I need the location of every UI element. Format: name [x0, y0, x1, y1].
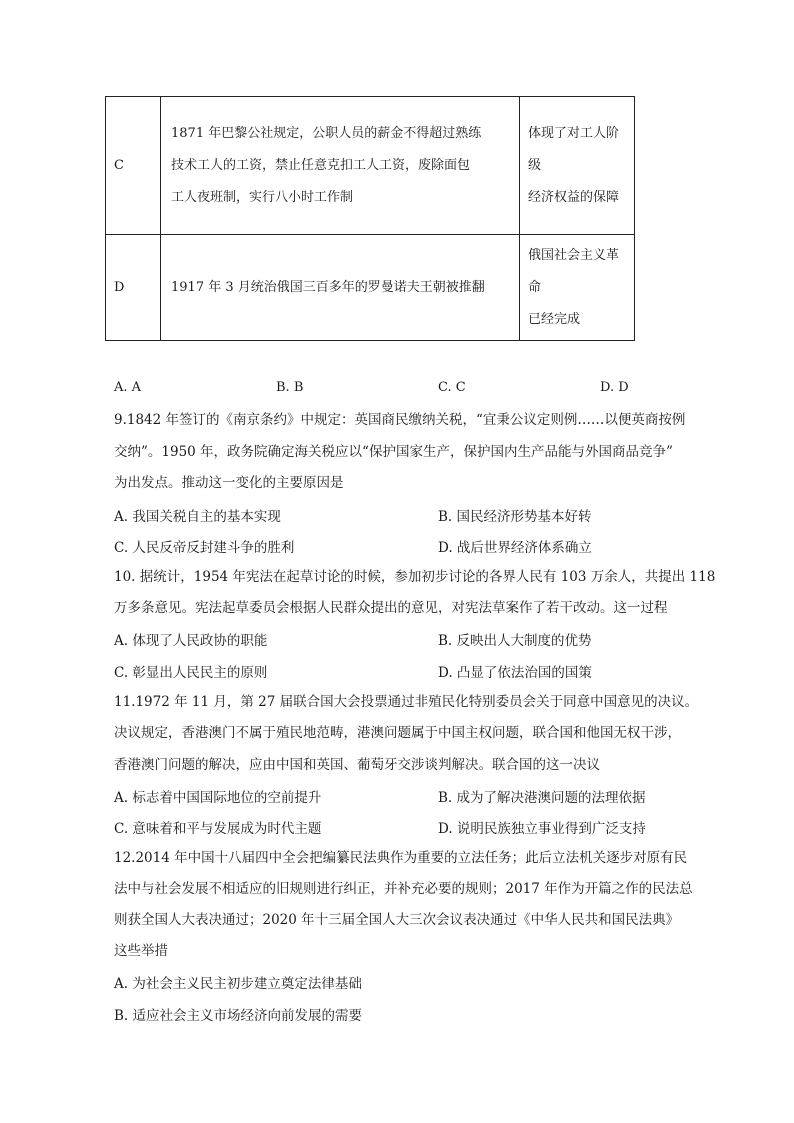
- row-conclusion: [520, 97, 635, 235]
- q9-option-c[interactable]: C. 人民反帝反封建斗争的胜利: [114, 540, 295, 556]
- q12-stem-line: 这些举措: [114, 943, 168, 959]
- row-conclusion-line: 已经完成: [528, 311, 581, 327]
- q12-stem-line: 则获全国人大表决通过；2020 年十三届全国人大三次会议表决通过《中华人民共和国民法典》: [114, 912, 680, 928]
- q12-option-a[interactable]: A. 为社会主义民主初步建立奠定法律基础: [114, 976, 362, 992]
- row-content-line: 1917 年 3 月统治俄国三百多年的罗曼诺夫王朝被推翻: [171, 279, 485, 295]
- q9-stem-line: 为出发点。推动这一变化的主要原因是: [114, 475, 344, 491]
- q9-option-d[interactable]: D. 战后世界经济体系确立: [438, 540, 592, 556]
- q11-option-b[interactable]: B. 成为了解决港澳问题的法理依据: [438, 790, 646, 806]
- q10-stem-line: 万多条意见。宪法起草委员会根据人民群众提出的意见，对宪法草案作了若干改动。这一过程: [114, 600, 668, 616]
- row-conclusion-line: 俄国社会主义革命: [528, 247, 620, 295]
- row-content: [161, 235, 520, 341]
- row-conclusion-line: 经济权益的保障: [528, 189, 620, 205]
- q9-option-b[interactable]: B. 国民经济形势基本好转: [438, 509, 592, 525]
- q10-option-b[interactable]: B. 反映出人大制度的优势: [438, 633, 592, 649]
- row-content-line: 技术工人的工资，禁止任意克扣工人工资，废除面包: [171, 157, 471, 173]
- table-row: [106, 97, 635, 235]
- q11-stem-line: 香港澳门问题的解决，应由中国和英国、葡萄牙交涉谈判解决。联合国的这一决议: [114, 757, 600, 773]
- q9-option-a[interactable]: A. 我国关税自主的基本实现: [114, 509, 281, 525]
- q10-stem-line: 10. 据统计，1954 年宪法在起草讨论的时候，参加初步讨论的各界人民有 103 万余人，共提出 118: [114, 569, 716, 585]
- q11-stem-line: 决议规定，香港澳门不属于殖民地范畴，港澳问题属于中国主权问题，联合国和他国无权干涉，: [114, 725, 681, 741]
- q8-option-a[interactable]: A. A: [114, 380, 142, 395]
- q11-option-a[interactable]: A. 标志着中国国际地位的空前提升: [114, 790, 322, 806]
- q8-option-c[interactable]: C. C: [438, 380, 466, 395]
- q10-option-c[interactable]: C. 彰显出人民民主的原则: [114, 665, 268, 681]
- q12-stem-line: 12.2014 年中国十八届四中全会把编纂民法典作为重要的立法任务；此后立法机关逐步对原有民: [114, 850, 688, 866]
- table-row: [106, 235, 635, 341]
- q12-option-b[interactable]: B. 适应社会主义市场经济向前发展的需要: [114, 1008, 363, 1024]
- row-conclusion: [520, 235, 635, 341]
- answer-table: [105, 96, 635, 341]
- q11-stem-line: 11.1972 年 11 月，第 27 届联合国大会投票通过非殖民化特别委员会关于同意中国意见的决议。: [114, 694, 699, 710]
- row-content: [161, 97, 520, 235]
- q11-option-d[interactable]: D. 说明民族独立事业得到广泛支持: [438, 821, 646, 837]
- q10-option-a[interactable]: A. 体现了人民政协的职能: [114, 633, 268, 649]
- row-letter: C: [106, 97, 161, 235]
- row-letter: D: [106, 235, 161, 341]
- q8-option-b[interactable]: B. B: [276, 380, 304, 395]
- q12-stem-line: 法中与社会发展不相适应的旧规则进行纠正，并补充必要的规则；2017 年作为开篇之作的民法总: [114, 881, 693, 897]
- q9-stem-line: 9.1842 年签订的《南京条约》中规定：英国商民缴纳关税，“宜秉公议定则例……以便英商按例: [114, 412, 686, 428]
- row-conclusion-line: 体现了对工人阶级: [528, 125, 620, 173]
- row-content-line: 1871 年巴黎公社规定，公职人员的薪金不得超过熟练: [171, 125, 482, 141]
- q9-stem-line: 交纳”。1950 年，政务院确定海关税应以“保护国家生产，保护国内生产品能与外国商品竞争”: [114, 444, 673, 460]
- q10-option-d[interactable]: D. 凸显了依法治国的国策: [438, 665, 592, 681]
- q8-option-d[interactable]: D. D: [600, 380, 629, 395]
- row-content-line: 工人夜班制，实行八小时工作制: [171, 189, 354, 205]
- q11-option-c[interactable]: C. 意味着和平与发展成为时代主题: [114, 821, 322, 837]
